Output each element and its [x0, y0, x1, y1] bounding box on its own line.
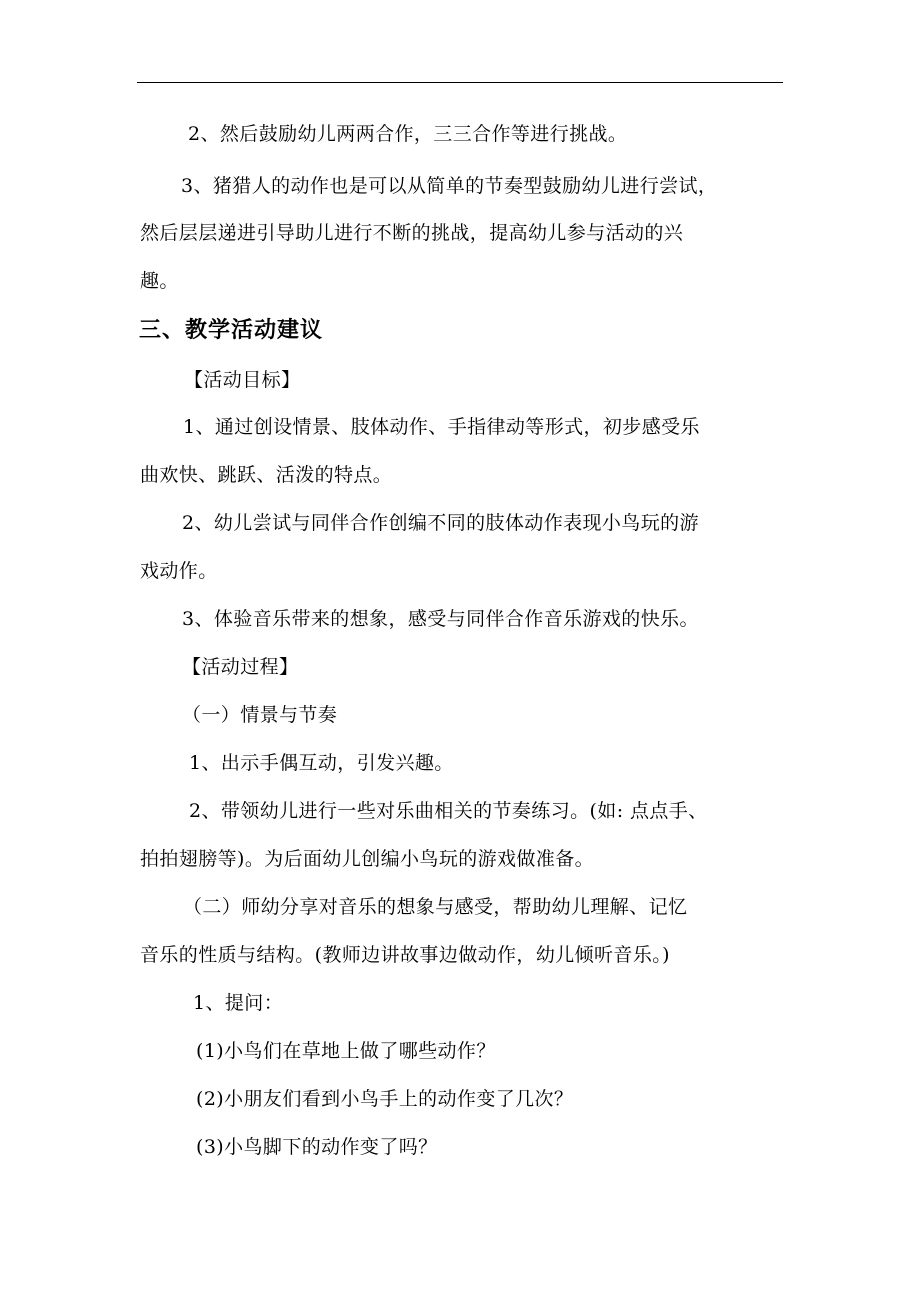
paragraph-line: (2)小朋友们看到小鸟手上的动作变了几次？: [196, 1088, 574, 1110]
paragraph-line: 1、出示手偶互动，引发兴趣。: [189, 752, 454, 774]
paragraph-line: 然后层层递进引导助儿进行不断的挑战，提高幼儿参与活动的兴: [140, 222, 684, 244]
paragraph-line: 1、通过创设情景、肢体动作、手指律动等形式，初步感受乐: [183, 416, 700, 438]
paragraph-line: 音乐的性质与结构。(教师边讲故事边做动作，幼儿倾听音乐。): [140, 944, 670, 966]
paragraph-line: （二）师幼分享对音乐的想象与感受，帮助幼儿理解、记忆: [183, 896, 688, 918]
paragraph-line: 1、提问：: [193, 992, 284, 1014]
paragraph-line: 3、猪猎人的动作也是可以从简单的节奏型鼓励幼儿进行尝试，: [181, 175, 718, 197]
header-rule: [137, 82, 783, 83]
paragraph-line: 2、然后鼓励幼儿两两合作，三三合作等进行挑战。: [188, 123, 628, 145]
paragraph-line: 2、幼儿尝试与同伴合作创编不同的肢体动作表现小鸟玩的游: [182, 512, 699, 534]
paragraph-line: 2、带领幼儿进行一些对乐曲相关的节奏练习。(如: 点点手、: [189, 800, 708, 822]
paragraph-line: 曲欢快、跳跃、活泼的特点。: [140, 464, 393, 486]
goals-heading: 【活动目标】: [184, 369, 301, 391]
paragraph-line: 戏动作。: [140, 560, 218, 582]
paragraph-line: 趣。: [140, 270, 179, 292]
process-heading: 【活动过程】: [182, 656, 299, 678]
paragraph-line: (1)小鸟们在草地上做了哪些动作？: [196, 1040, 496, 1062]
paragraph-line: 拍拍翅膀等)。为后面幼儿创编小鸟玩的游戏做准备。: [140, 848, 595, 870]
paragraph-line: (3)小鸟脚下的动作变了吗？: [196, 1136, 438, 1158]
paragraph-line: 3、体验音乐带来的想象，感受与同伴合作音乐游戏的快乐。: [182, 608, 699, 630]
section-heading: 三、教学活动建议: [139, 317, 324, 343]
paragraph-line: （一）情景与节奏: [182, 704, 338, 726]
